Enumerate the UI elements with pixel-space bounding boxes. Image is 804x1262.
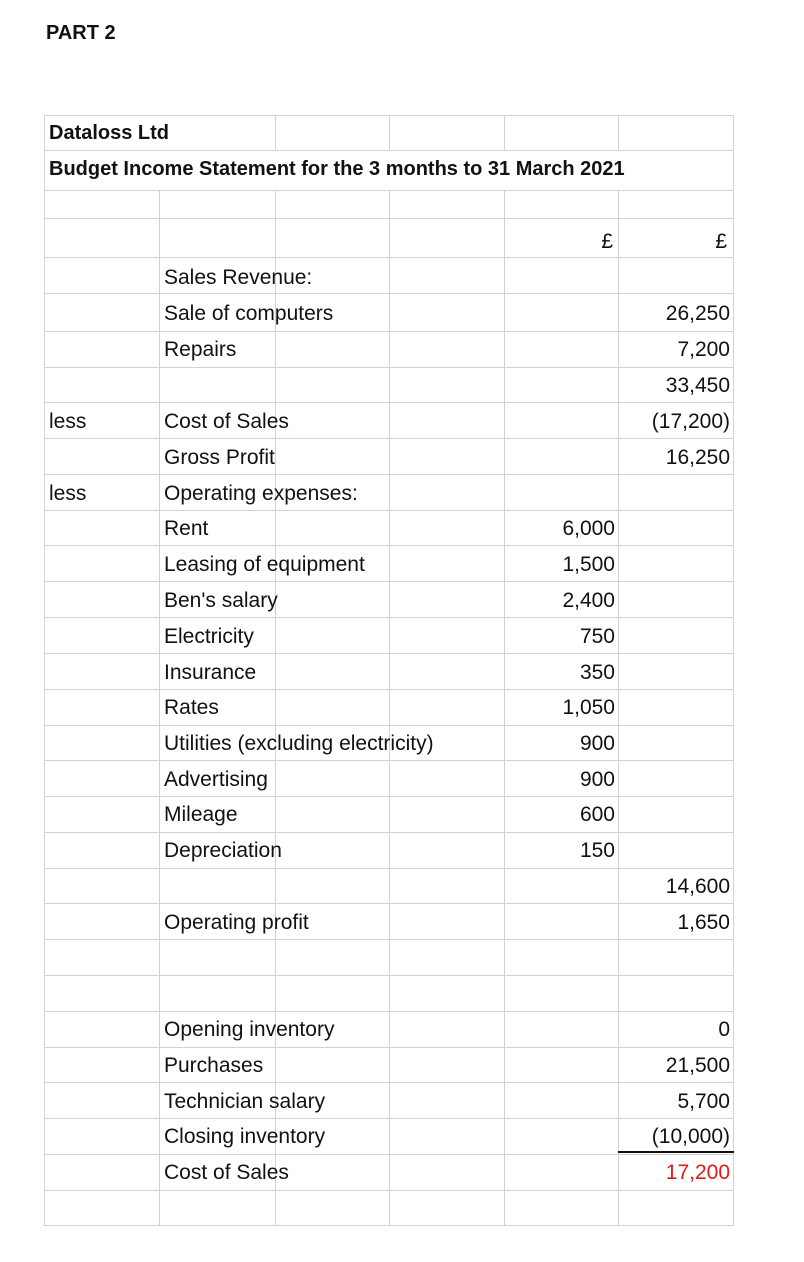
row-label: Utilities (excluding electricity) bbox=[164, 732, 434, 755]
row-label: Technician salary bbox=[164, 1090, 326, 1113]
currency-header-1: £ bbox=[601, 230, 613, 253]
grid-line bbox=[389, 190, 390, 1225]
row-label: Closing inventory bbox=[164, 1125, 326, 1148]
row-label: Purchases bbox=[164, 1054, 264, 1077]
row-label: Operating expenses: bbox=[164, 482, 358, 505]
total-value: 5,700 bbox=[677, 1090, 730, 1113]
grid-line bbox=[44, 1225, 734, 1226]
grid-line bbox=[504, 115, 505, 150]
row-label: Insurance bbox=[164, 661, 257, 684]
row-label: Advertising bbox=[164, 768, 268, 791]
expense-value: 2,400 bbox=[562, 589, 615, 612]
expense-value: 350 bbox=[579, 661, 615, 684]
expense-value: 1,500 bbox=[562, 553, 615, 576]
statement-title: Budget Income Statement for the 3 months to 31 March 2021 bbox=[49, 158, 625, 180]
cost-of-sales-total: 17,200 bbox=[665, 1161, 730, 1184]
grid-line bbox=[618, 115, 619, 150]
total-value: (10,000) bbox=[651, 1125, 730, 1148]
total-value: (17,200) bbox=[651, 410, 730, 433]
expense-value: 150 bbox=[579, 839, 615, 862]
currency-header-2: £ bbox=[715, 230, 727, 253]
total-value: 7,200 bbox=[677, 338, 730, 361]
row-label: Sales Revenue: bbox=[164, 266, 313, 289]
total-value: 1,650 bbox=[677, 911, 730, 934]
expense-value: 750 bbox=[579, 625, 615, 648]
total-value: 14,600 bbox=[665, 875, 730, 898]
grid-line bbox=[159, 190, 160, 1225]
row-label: Electricity bbox=[164, 625, 254, 648]
grid-line bbox=[275, 115, 276, 150]
row-prefix: less bbox=[49, 410, 87, 433]
expense-value: 900 bbox=[579, 732, 615, 755]
company-name: Dataloss Ltd bbox=[49, 122, 170, 144]
total-value: 26,250 bbox=[665, 302, 730, 325]
grid-line bbox=[44, 115, 45, 1225]
total-value: 0 bbox=[718, 1018, 730, 1041]
row-label: Leasing of equipment bbox=[164, 553, 365, 576]
subtotal-underline bbox=[618, 1151, 734, 1153]
grid-line bbox=[733, 115, 734, 1225]
expense-value: 900 bbox=[579, 768, 615, 791]
grid-line bbox=[389, 115, 390, 150]
row-label: Sale of computers bbox=[164, 302, 334, 325]
row-label: Rent bbox=[164, 517, 209, 540]
total-value: 21,500 bbox=[665, 1054, 730, 1077]
row-label: Rates bbox=[164, 696, 219, 719]
grid-line bbox=[44, 150, 734, 151]
row-label: Operating profit bbox=[164, 911, 309, 934]
expense-value: 6,000 bbox=[562, 517, 615, 540]
expense-value: 600 bbox=[579, 803, 615, 826]
row-label: Depreciation bbox=[164, 839, 282, 862]
row-label: Repairs bbox=[164, 338, 237, 361]
row-label: Mileage bbox=[164, 803, 238, 826]
row-label: Cost of Sales bbox=[164, 410, 289, 433]
row-label: Gross Profit bbox=[164, 446, 275, 469]
total-value: 16,250 bbox=[665, 446, 730, 469]
row-label: Ben's salary bbox=[164, 589, 278, 612]
grid-line bbox=[275, 190, 276, 1225]
total-value: 33,450 bbox=[665, 374, 730, 397]
row-label: Opening inventory bbox=[164, 1018, 335, 1041]
row-label: Cost of Sales bbox=[164, 1161, 289, 1184]
row-prefix: less bbox=[49, 482, 87, 505]
part-title: PART 2 bbox=[46, 22, 116, 44]
expense-value: 1,050 bbox=[562, 696, 615, 719]
